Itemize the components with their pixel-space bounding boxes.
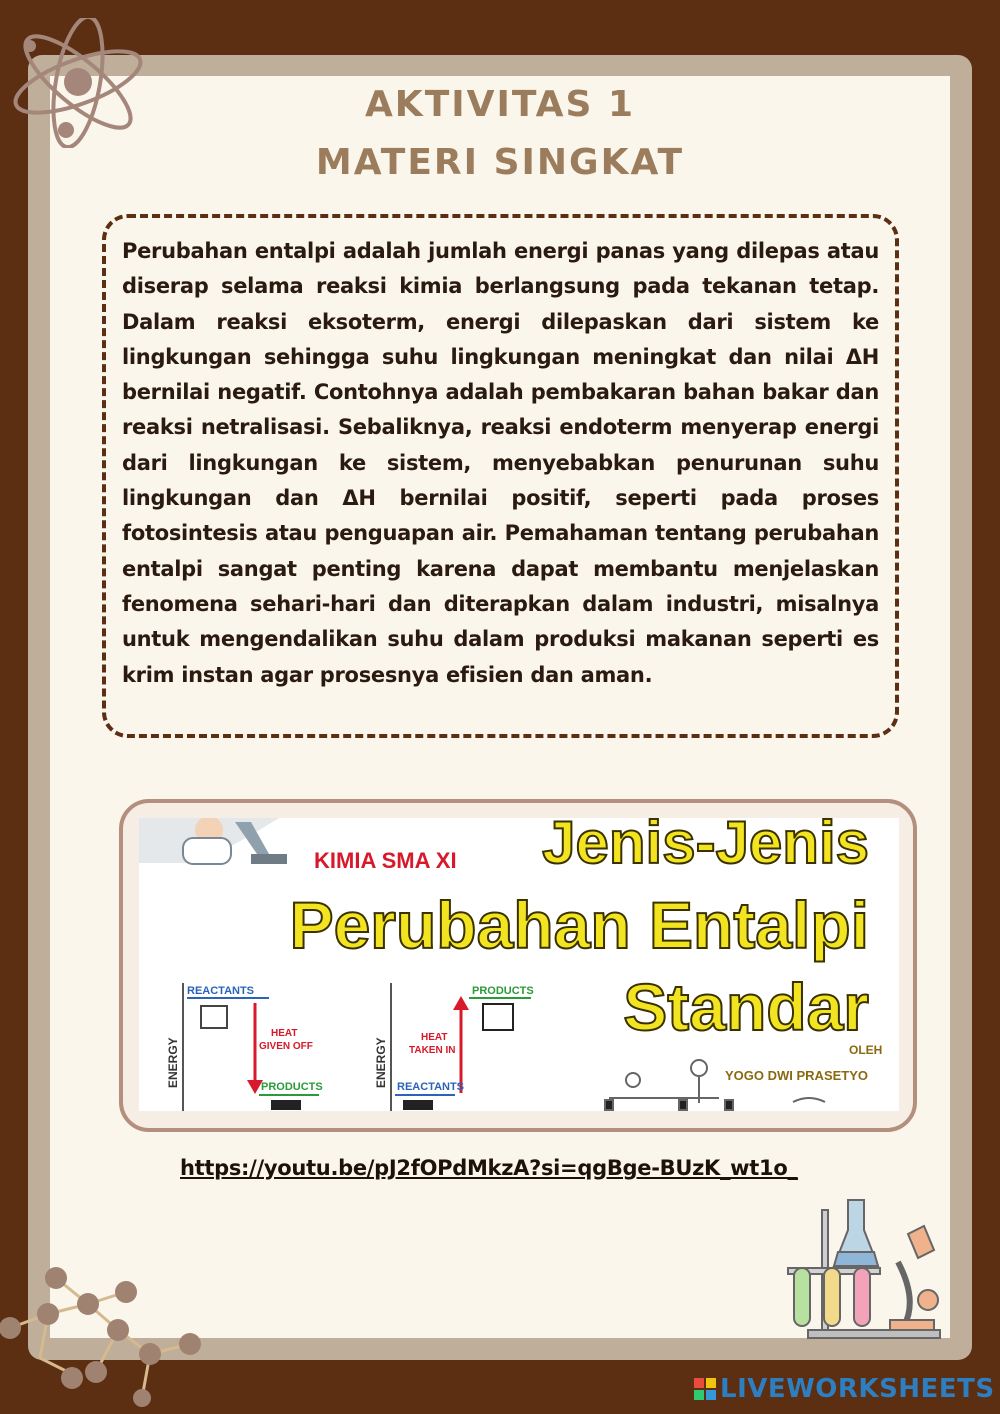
section-title: MATERI SINGKAT [315,142,685,183]
thumbnail-title-line1: Jenis-Jenis [542,818,869,876]
thumbnail-art [139,818,899,1111]
heat-taken-in-label: HEAT TAKEN IN [409,1032,456,1056]
products-label-left: PRODUCTS [261,1081,323,1093]
liveworksheets-logo [694,1374,995,1404]
course-label: KIMIA SMA XI [314,848,457,873]
endothermic-diagram [374,983,534,1111]
molecule-icon [0,1262,220,1414]
reactants-label-right: REACTANTS [397,1081,465,1093]
author-name: YOGO DWI PRASETYO [725,1068,869,1083]
energy-axis-right: ENERGY [374,1037,388,1088]
video-thumbnail[interactable] [139,818,899,1111]
liveworksheets-brand: LIVEWORKSHEETS [720,1374,995,1404]
energy-axis-left: ENERGY [166,1037,180,1088]
heat-given-off-label: HEAT GIVEN OFF [259,1028,313,1052]
exothermic-diagram [166,983,323,1111]
thumbnail-title-line2: Perubahan Entalpi [289,888,869,962]
material-paragraph: Perubahan entalpi adalah jumlah energi panas yang dilepas atau diserap selama reaksi kimia berlangsung pada tekanan tetap. Dalam reaksi eksoterm, energi dilepaskan dari sistem ke lingkungan sehingga suhu lingkungan meningkat dan nilai ΔH bernilai negatif. Contohnya adalah pembakaran bahan bakar dan reaksi netralisasi. Sebaliknya, reaksi endoterm menyerap energi dari lingkungan ke sistem, menyebabkan penurunan suhu lingkungan dan ΔH bernilai positif, seperti pada proses fotosintesis atau penguapan air. Pemahaman tentang perubahan entalpi sangat penting karena dapat membantu menjelaskan fenomena sehari-hari dan diterapkan dalam industri, misalnya untuk mengendalikan suhu dalam produksi makanan seperti es krim instan agar prosesnya efisien dan aman. [122,239,879,687]
author-prefix: OLEH [849,1043,883,1057]
liveworksheets-tiles-icon [694,1378,716,1400]
thumbnail-title-line3: Standar [623,970,869,1044]
reactants-label-left: REACTANTS [187,985,255,997]
video-link[interactable]: https://youtu.be/pJ2fOPdMkzA?si=qgBge-BUzK_wt1o_ [180,1156,798,1180]
lab-equipment-icon [778,1190,948,1340]
activity-title: AKTIVITAS 1 [364,84,636,125]
products-label-right: PRODUCTS [472,985,534,997]
material-text-box [102,214,899,738]
atom-icon [0,18,150,148]
